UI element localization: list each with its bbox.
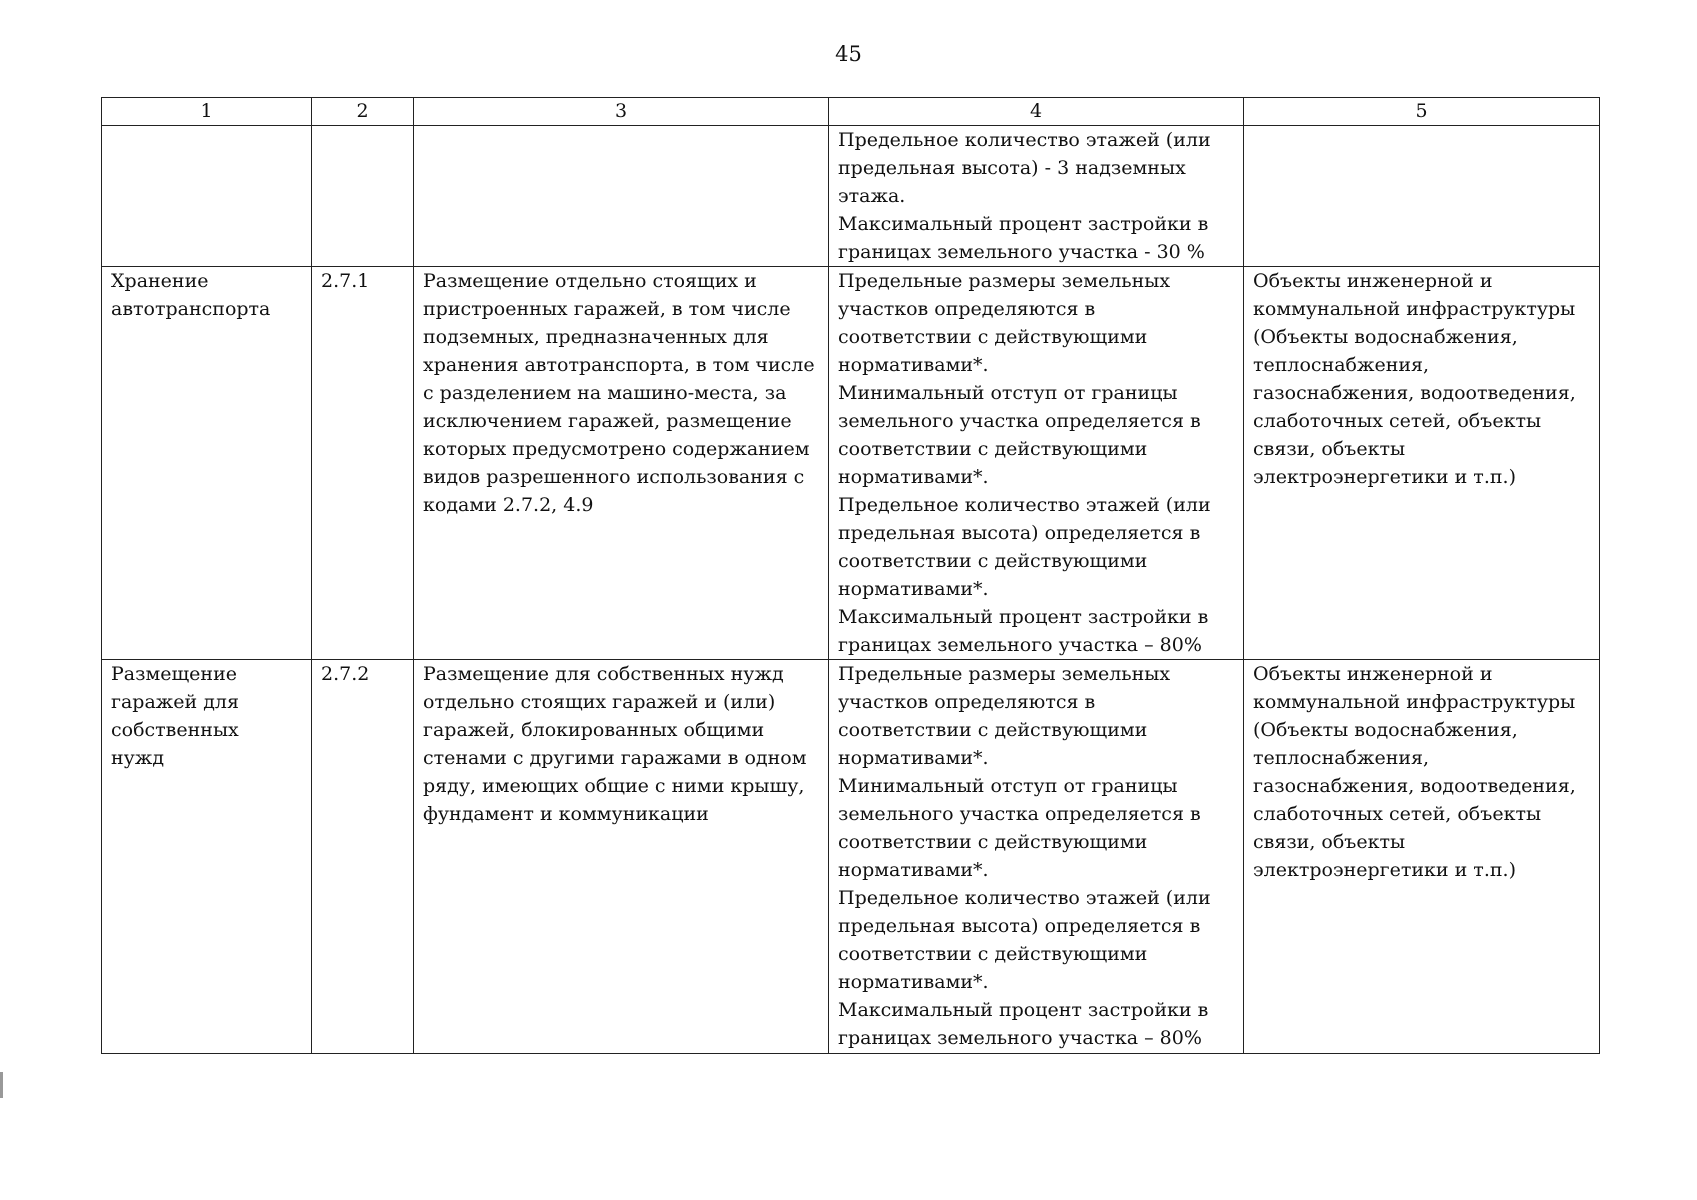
cell-parameters xyxy=(829,267,1244,660)
cell-text-line: коммунальной инфраструктуры xyxy=(1253,691,1576,713)
cell-text-line: ряду, имеющих общие с ними крышу, xyxy=(423,775,805,797)
cell-text-line: Предельное количество этажей (или xyxy=(838,887,1211,909)
cell-text-line: Минимальный отступ от границы xyxy=(838,382,1178,404)
cell-text-line: слаботочных сетей, объекты xyxy=(1253,803,1542,825)
cell-text-line: гаражей для xyxy=(111,691,239,713)
cell-use-name xyxy=(102,267,312,660)
cell-text-line: соответствии с действующими xyxy=(838,550,1148,572)
cell-text-line: отдельно стоящих гаражей и (или) xyxy=(423,691,776,713)
cell-text-line: участков определяются в xyxy=(838,298,1096,320)
header-col-2: 2 xyxy=(312,98,414,126)
cell-text-line: Размещение xyxy=(111,663,237,685)
header-col-1: 1 xyxy=(102,98,312,126)
cell-text-line: земельного участка определяется в xyxy=(838,803,1201,825)
cell-text-line: электроэнергетики и т.п.) xyxy=(1253,466,1516,488)
table-row xyxy=(102,267,1600,660)
cell-text-line: хранения автотранспорта, в том числе xyxy=(423,354,815,376)
cell-text-line: Размещение для собственных нужд xyxy=(423,663,784,685)
cell-text-line: границах земельного участка - 30 % xyxy=(838,241,1205,263)
cell-text-line: собственных xyxy=(111,719,239,741)
cell-text-line: нормативами*. xyxy=(838,971,989,993)
cell-text-line: границах земельного участка – 80% xyxy=(838,634,1202,656)
cell-text-line: нормативами*. xyxy=(838,859,989,881)
cell-text-line: границах земельного участка – 80% xyxy=(838,1027,1202,1049)
cell-text-line: коммунальной инфраструктуры xyxy=(1253,298,1576,320)
land-use-table xyxy=(101,97,1600,1054)
header-col-3: 3 xyxy=(414,98,829,126)
cell-text-line: кодами 2.7.2, 4.9 xyxy=(423,494,594,516)
cell-text-line: подземных, предназначенных для xyxy=(423,326,769,348)
cell-text-line: нужд xyxy=(111,747,165,769)
cell-text-line: Минимальный отступ от границы xyxy=(838,775,1178,797)
cell-text-line: нормативами*. xyxy=(838,354,989,376)
cell-text-line: (Объекты водоснабжения, xyxy=(1253,326,1518,348)
table-row xyxy=(102,660,1600,1054)
cell-description xyxy=(414,660,829,1054)
cell-description xyxy=(414,267,829,660)
scan-edge-mark xyxy=(0,1072,3,1098)
cell-text-line: газоснабжения, водоотведения, xyxy=(1253,775,1576,797)
cell-description xyxy=(414,126,829,267)
cell-code: 2.7.2 xyxy=(312,660,414,1054)
cell-text-line: Размещение отдельно стоящих и xyxy=(423,270,757,292)
table-row xyxy=(102,126,1600,267)
cell-code xyxy=(312,126,414,267)
cell-code: 2.7.1 xyxy=(312,267,414,660)
header-col-5: 5 xyxy=(1244,98,1600,126)
cell-text-line: теплоснабжения, xyxy=(1253,354,1430,376)
cell-text-line: нормативами*. xyxy=(838,747,989,769)
cell-text-line: автотранспорта xyxy=(111,298,271,320)
cell-text-line: Объекты инженерной и xyxy=(1253,663,1493,685)
cell-text-line: Предельные размеры земельных xyxy=(838,270,1171,292)
cell-text-line: фундамент и коммуникации xyxy=(423,803,709,825)
cell-text-line: связи, объекты xyxy=(1253,438,1406,460)
cell-text-line: предельная высота) определяется в xyxy=(838,915,1201,937)
cell-text-line: (Объекты водоснабжения, xyxy=(1253,719,1518,741)
cell-text-line: Предельное количество этажей (или xyxy=(838,494,1211,516)
cell-text-line: видов разрешенного использования с xyxy=(423,466,805,488)
cell-auxiliary-uses xyxy=(1244,126,1600,267)
cell-text-line: соответствии с действующими xyxy=(838,831,1148,853)
cell-text-line: стенами с другими гаражами в одном xyxy=(423,747,807,769)
cell-text-line: соответствии с действующими xyxy=(838,719,1148,741)
cell-text-line: участков определяются в xyxy=(838,691,1096,713)
table-header-row xyxy=(102,98,1600,126)
cell-use-name xyxy=(102,126,312,267)
cell-text-line: электроэнергетики и т.п.) xyxy=(1253,859,1516,881)
cell-text-line: Предельное количество этажей (или xyxy=(838,129,1211,151)
cell-text-line: Объекты инженерной и xyxy=(1253,270,1493,292)
cell-text-line: слаботочных сетей, объекты xyxy=(1253,410,1542,432)
cell-text-line: соответствии с действующими xyxy=(838,943,1148,965)
cell-text-line: пристроенных гаражей, в том числе xyxy=(423,298,791,320)
cell-use-name xyxy=(102,660,312,1054)
cell-text-line: земельного участка определяется в xyxy=(838,410,1201,432)
cell-auxiliary-uses xyxy=(1244,660,1600,1054)
cell-text-line: соответствии с действующими xyxy=(838,438,1148,460)
cell-text-line: которых предусмотрено содержанием xyxy=(423,438,810,460)
cell-text-line: этажа. xyxy=(838,185,906,207)
cell-text-line: Предельные размеры земельных xyxy=(838,663,1171,685)
cell-parameters xyxy=(829,126,1244,267)
cell-text-line: Максимальный процент застройки в xyxy=(838,213,1209,235)
page-number: 45 xyxy=(835,42,862,66)
cell-text-line: Максимальный процент застройки в xyxy=(838,606,1209,628)
cell-parameters xyxy=(829,660,1244,1054)
cell-text-line: соответствии с действующими xyxy=(838,326,1148,348)
cell-text-line: нормативами*. xyxy=(838,466,989,488)
cell-text-line: Хранение xyxy=(111,270,209,292)
cell-text-line: предельная высота) определяется в xyxy=(838,522,1201,544)
cell-text-line: газоснабжения, водоотведения, xyxy=(1253,382,1576,404)
cell-text-line: предельная высота) - 3 надземных xyxy=(838,157,1186,179)
cell-text-line: с разделением на машино-места, за xyxy=(423,382,787,404)
header-col-4: 4 xyxy=(829,98,1244,126)
cell-text-line: Максимальный процент застройки в xyxy=(838,999,1209,1021)
cell-text-line: связи, объекты xyxy=(1253,831,1406,853)
cell-text-line: теплоснабжения, xyxy=(1253,747,1430,769)
cell-text-line: исключением гаражей, размещение xyxy=(423,410,792,432)
cell-auxiliary-uses xyxy=(1244,267,1600,660)
cell-text-line: гаражей, блокированных общими xyxy=(423,719,765,741)
cell-text-line: нормативами*. xyxy=(838,578,989,600)
